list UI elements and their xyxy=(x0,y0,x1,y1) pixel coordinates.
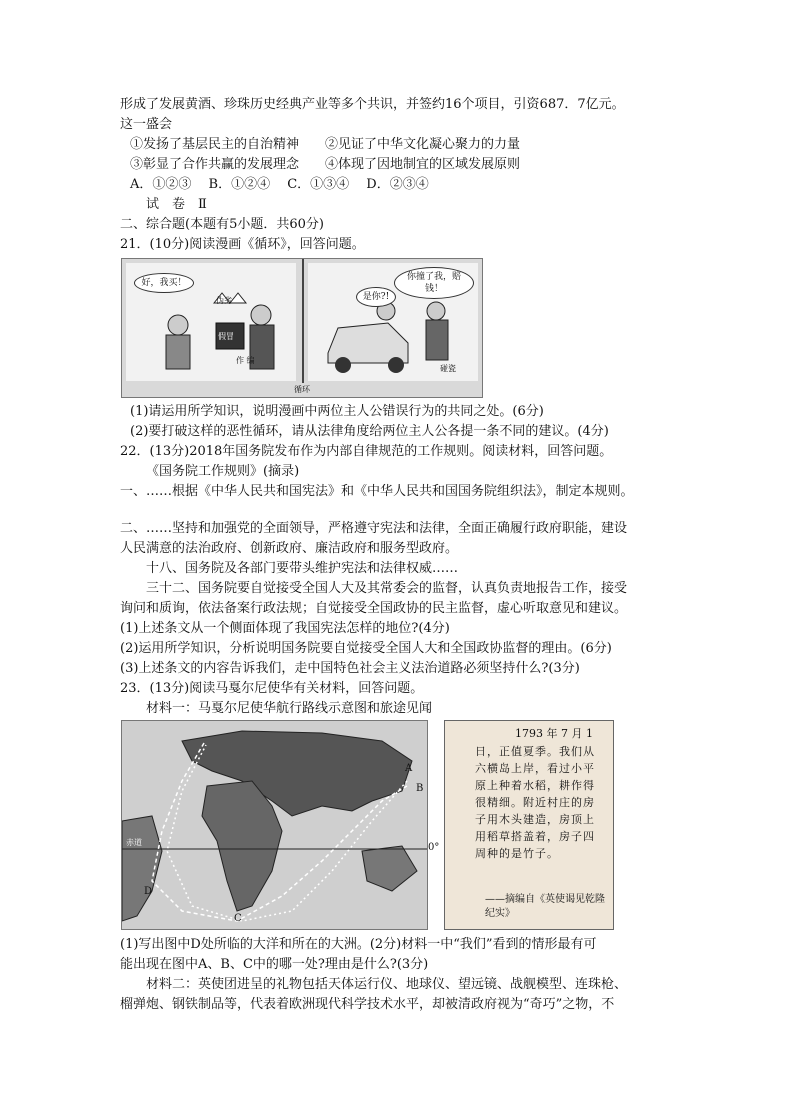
question-23: 23．(13分)阅读马戛尔尼使华有关材料，回答问题。 xyxy=(120,681,424,696)
degree-label-outside: 0° xyxy=(428,842,440,853)
text-line: 十八、国务院及各部门要带头维护宪法和法律权威…… xyxy=(146,561,459,576)
cartoon-figure xyxy=(121,258,483,398)
diary-source: ——摘编自《英使谒见乾隆纪实》 xyxy=(485,894,605,919)
document-title: 《国务院工作规则》(摘录) xyxy=(146,464,300,479)
marker-b: B xyxy=(416,783,424,794)
diary-date: 1793 年 7 月 1 xyxy=(515,727,593,740)
text-line: 一、……根据《中华人民共和国宪法》和《中华人民共和国国务院组织法》，制定本规则。 xyxy=(120,484,634,499)
world-map-drawing xyxy=(122,721,427,929)
text-line: 形成了发展黄酒、珍珠历史经典产业等多个共识，并签约16个项目，引资687．7亿元。 xyxy=(120,97,625,112)
marker-c: C xyxy=(234,913,242,924)
equator-label: 赤道 xyxy=(126,838,142,847)
box-label: 假冒 xyxy=(218,332,234,341)
answer-choices: A．①②③ B．①②④ C．①③④ D．②③④ xyxy=(130,177,429,192)
text-line: 询问和质询，依法备案行政法规；自觉接受全国政协的民主监督，虚心听取意见和建议。 xyxy=(120,601,628,616)
cartoon-title: 循环 xyxy=(294,385,310,394)
question-23-1: (1)写出图中D处所临的大洋和所在的大洲。(2分)材料一中“我们”看到的情形最有可 xyxy=(120,937,597,952)
question-21: 21．(10分)阅读漫画《循环》，回答问题。 xyxy=(120,237,365,252)
sign-label: 碰瓷 xyxy=(440,364,456,373)
question-22: 22．(13分)2018年国务院发布作为内部自律规范的工作规则。阅读材料，回答问题。 xyxy=(120,444,613,459)
speech-bubble: 好，我买！ xyxy=(134,273,194,293)
speech-bubble: 你撞了我，赔钱！ xyxy=(394,267,474,299)
section-title: 试 卷 Ⅱ xyxy=(146,197,207,212)
text-line: 二、……坚持和加强党的全面领导，严格遵守宪法和法律，全面正确履行政府职能，建设 xyxy=(120,521,628,536)
text-line: 这一盛会 xyxy=(120,117,173,132)
box-label: 伪劣 xyxy=(216,296,232,305)
question-22-1: (1)上述条文从一个侧面体现了我国宪法怎样的地位?(4分) xyxy=(120,621,450,636)
option-line: ③彰显了合作共赢的发展理念 ④体现了因地制宜的区域发展原则 xyxy=(130,157,521,172)
question-22-3: (3)上述条文的内容告诉我们，走中国特色社会主义法治道路必须坚持什么?(3分) xyxy=(120,661,580,676)
material-one-heading: 材料一：马戛尔尼使华航行路线示意图和旅途见闻 xyxy=(146,701,433,716)
travel-diary xyxy=(444,720,614,930)
route-map xyxy=(121,720,428,930)
speech-bubble: 是你?! xyxy=(356,287,396,307)
section-heading: 二、综合题(本题有5小题．共60分) xyxy=(120,217,324,232)
panel-divider xyxy=(302,259,304,383)
text-line: 人民满意的法治政府、创新政府、廉洁政府和服务型政府。 xyxy=(120,541,459,556)
question-22-2: (2)运用所学知识，分析说明国务院要自觉接受全国人大和全国政协监督的理由。(6分) xyxy=(120,641,612,656)
text-line: 能出现在图中A、B、C中的哪一处?理由是什么?(3分) xyxy=(120,957,429,972)
question-21-1: (1)请运用所学知识，说明漫画中两位主人公错误行为的共同之处。(6分) xyxy=(130,404,544,419)
diary-text: 日，正值夏季。我们从六横岛上岸，看过小平原上种着水稻，耕作得很精细。附近村庄的房子用木头建造，房顶上用稻草搭盖着，房子四周种的是竹子。 xyxy=(475,745,595,860)
text-line: 榴弹炮、钢铁制品等，代表着欧洲现代科学技术水平，却被清政府视为“奇巧”之物，不 xyxy=(120,997,615,1012)
option-line: ①发扬了基层民主的自治精神 ②见证了中华文化凝心聚力的力量 xyxy=(130,137,521,152)
text-line: 三十二、国务院要自觉接受全国人大及其常委会的监督，认真负责地报告工作，接受 xyxy=(146,581,628,596)
marker-d: D xyxy=(144,886,153,897)
material-two: 材料二：英使团进呈的礼物包括天体运行仪、地球仪、望远镜、战舰模型、连珠枪、 xyxy=(146,977,628,992)
cartoon-panel-left xyxy=(126,263,296,381)
author-label: 作 编 xyxy=(236,356,255,365)
marker-a: A xyxy=(405,763,413,774)
question-21-2: (2)要打破这样的恶性循环，请从法律角度给两位主人公各提一条不同的建议。(4分) xyxy=(130,424,609,439)
cartoon-panel-right xyxy=(308,263,478,381)
